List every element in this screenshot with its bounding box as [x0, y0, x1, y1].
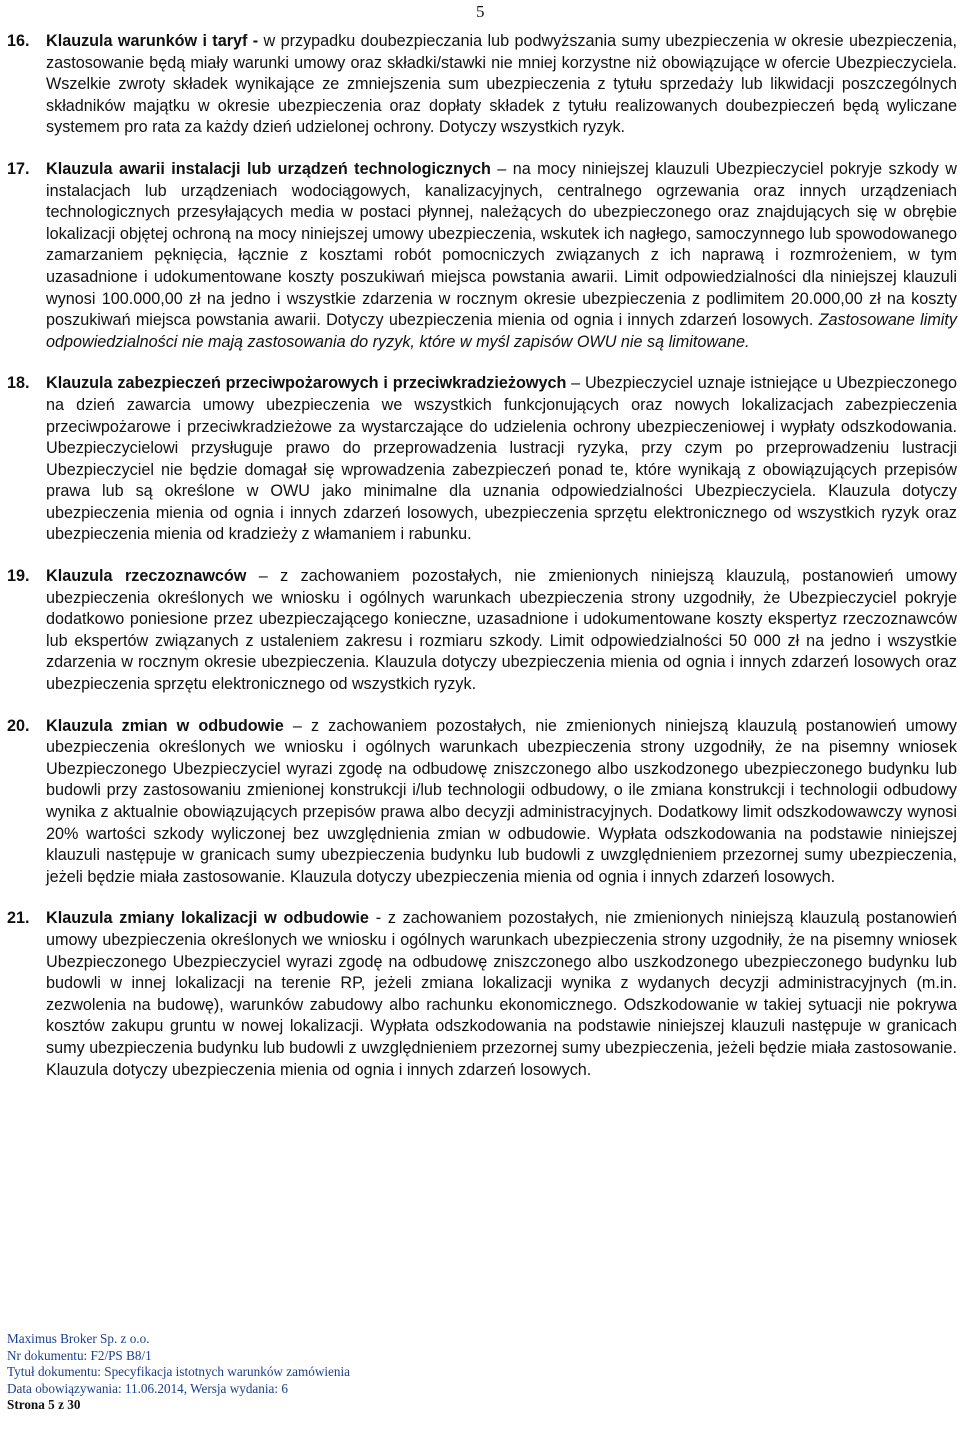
clause-title: Klauzula warunków i taryf -	[46, 32, 259, 50]
clause-text: – z zachowaniem pozostałych, nie zmienionych niniejszą klauzulą postanowień umowy ubezpieczenia określonych we wniosku i ogólnych warunkach ubezpieczenia strony uzgodniły, że na pisemny wniosek Ubezpieczonego Ubezpieczyciel wyrazi zgodę na odbudowę zniszczonego albo uszkodzonego ubezpieczonego budynku lub budowli przy zastosowaniu zmienionej konstrukcji i/lub technologii odbudowy, o ile zmiana konstrukcji i technologii odbudowy wynika z aktualnie obowiązujących przepisów prawa albo decyzji administracyjnych. Dodatkowy limit odszkodowawczy wynosi 20% wartości szkody wyliczonej bez uwzględnienia zmian w odbudowie. Wypłata odszkodowania na podstawie niniejszej klauzuli następuje w granicach sumy ubezpieczenia budynku lub budowli z uwzględnieniem przezornej sumy ubezpieczenia, jeżeli będzie miała zastosowanie. Klauzula dotyczy ubezpieczenia mienia od ognia i innych zdarzeń losowych.	[46, 716, 957, 886]
footer-doc-title: Tytuł dokumentu: Specyfikacja istotnych warunków zamówienia	[7, 1364, 350, 1380]
clause-number: 18.	[7, 374, 30, 393]
clause-title: Klauzula rzeczoznawców	[46, 567, 247, 586]
clause-text: w przypadku doubezpieczania lub podwyższania sumy ubezpieczenia w okresie ubezpieczenia, zastosowanie będą miały warunki umowy oraz składki/stawki nie mniej korzystne niż obowiązujące w ofercie Ubezpieczyciela. Wszelkie zwroty składek wynikające ze zmniejszenia sum ubezpieczenia z tytułu sprzedaży lub likwidacji poszczególnych składników majątku w okresie ubezpieczenia oraz dopłaty składek z tytułu realizowanych doubezpieczeń będą wyliczane systemem pro rata za każdy dzień udzielonej ochrony. Dotyczy wszystkich ryzyk.	[46, 32, 957, 137]
clause-20	[7, 716, 957, 889]
footer-page-counter	[7, 1397, 350, 1414]
clause-17	[7, 159, 957, 353]
clause-text: – z zachowaniem pozostałych, nie zmienionych niniejszą klauzulą, postanowień umowy ubezpieczenia określonych we wniosku i ogólnych warunkach ubezpieczenia strony uzgodniły, że Ubezpieczyciel pokryje dodatkowo poniesione przez ubezpieczającego konieczne, uzasadnione i udokumentowane koszty ekspertyz rzeczoznawców lub ekspertów związanych z ustaleniem zakresu i rozmiaru szkody. Limit odpowiedzialności 50 000 zł na jedno i wszystkie zdarzenia w rocznym okresie ubezpieczenia. Klauzula dotyczy ubezpieczenia mienia od ognia i innych zdarzeń losowych oraz ubezpieczenia sprzętu elektronicznego od wszystkich ryzyk.	[46, 567, 957, 694]
clause-text: - z zachowaniem pozostałych, nie zmienionych niniejszą klauzulą postanowień umowy ubezpieczenia określonych we wniosku i ogólnych warunkach ubezpieczenia strony uzgodniły, że na pisemny wniosek Ubezpieczonego Ubezpieczyciel wyrazi zgodę na odbudowę zniszczonego albo uszkodzonego ubezpieczonego budynku lub budowli w innej lokalizacji na terenie RP, jeżeli zmiana lokalizacji wynika z wydanych decyzji administracyjnych (m.in. zezwolenia na budowę), warunków zabudowy albo rachunku ekonomicznego. Odszkodowanie w takiej sytuacji nie pokrywa kosztów zakupu gruntu w nowej lokalizacji. Wypłata odszkodowania na podstawie niniejszej klauzuli następuje w granicach sumy ubezpieczenia budynku lub budowli z uwzględnieniem przezornej sumy ubezpieczenia, jeżeli będzie miała zastosowanie. Klauzula dotyczy ubezpieczenia mienia od ognia i innych zdarzeń losowych.	[46, 909, 957, 1079]
document-footer	[7, 1331, 350, 1414]
clause-number: 16.	[7, 32, 30, 50]
clause-title: Klauzula awarii instalacji lub urządzeń technologicznych	[46, 159, 491, 178]
clause-title: Klauzula zmian w odbudowie	[46, 716, 284, 735]
clause-title: Klauzula zabezpieczeń przeciwpożarowych i przeciwkradzieżowych	[46, 374, 567, 393]
clause-number: 19.	[7, 567, 30, 586]
clause-title: Klauzula zmiany lokalizacji w odbudowie	[46, 909, 369, 928]
footer-page-total: 30	[67, 1397, 81, 1413]
clause-text: – Ubezpieczyciel uznaje istniejące u Ubezpieczonego na dzień zawarcia umowy ubezpieczenia we wszystkich funkcjonujących oraz nowych lokalizacjach zabezpieczenia przeciwpożarowe i przeciwkradzieżowe za wystarczające do udzielenia ochrony ubezpieczeniowej i wypłaty odszkodowania. Ubezpieczycielowi przysługuje prawo do przeprowadzenia lustracji ryzyka, przy czym po przeprowadzeniu lustracji Ubezpieczyciel nie będzie domagał się wprowadzenia zabezpieczeń ponad te, które wynikają z obowiązujących przepisów prawa lub są określone w OWU jako minimalne dla uznania odpowiedzialności Ubezpieczyciela. Klauzula dotyczy ubezpieczenia mienia od ognia i innych zdarzeń losowych, ubezpieczenia sprzętu elektronicznego od wszystkich ryzyk oraz ubezpieczenia mienia od kradzieży z włamaniem i rabunku.	[46, 374, 957, 544]
footer-page-current: 5	[48, 1397, 55, 1413]
clause-body	[46, 373, 957, 546]
clause-body	[46, 159, 957, 353]
footer-page-mid: z	[54, 1397, 68, 1413]
document-body	[7, 31, 957, 1101]
clause-21	[7, 908, 957, 1081]
footer-validity: Data obowiązywania: 11.06.2014, Wersja wydania: 6	[7, 1380, 288, 1396]
clause-16	[7, 31, 957, 139]
clause-body	[46, 31, 957, 139]
clause-text: – na mocy niniejszej klauzuli Ubezpieczyciel pokryje szkody w instalacjach lub urządzeniach wodociągowych, kanalizacyjnych, centralnego ogrzewania oraz innych urządzeniach technologicznych przesyłających media w postaci płynnej, należących do ubezpieczonego oraz znajdujących się w obrębie lokalizacji objętej ochroną na mocy niniejszej umowy ubezpieczenia, wskutek ich nagłego, samoczynnego lub spowodowanego zamarzaniem pęknięcia, łącznie z kosztami robót pomocniczych związanych z ich naprawą i rozmrożeniem, w tym uzasadnione i udokumentowane koszty poszukiwań miejsca powstania awarii. Limit odpowiedzialności dla niniejszej klauzuli wynosi 100.000,00 zł na jedno i wszystkie zdarzenia w rocznym okresie ubezpieczenia z podlimitem 20.000,00 zł na koszty poszukiwań miejsca powstania awarii. Dotyczy ubezpieczenia mienia od ognia i innych zdarzeń losowych.	[46, 159, 957, 330]
clause-number: 21.	[7, 909, 30, 928]
footer-company: Maximus Broker Sp. z o.o.	[7, 1331, 150, 1346]
clause-19	[7, 566, 957, 696]
clause-italic-note: Zastosowane limity odpowiedzialności nie mają zastosowania do ryzyk, które w myśl zapisów OWU nie są limitowane.	[46, 311, 957, 351]
clause-body	[46, 566, 957, 696]
footer-page-prefix: Strona	[7, 1397, 49, 1413]
clause-number: 20.	[7, 716, 30, 735]
clause-body	[46, 908, 957, 1081]
clause-18	[7, 373, 957, 546]
clause-number: 17.	[7, 159, 30, 178]
footer-doc-number: Nr dokumentu: F2/PS B8/1	[7, 1347, 152, 1363]
page-number: 5	[476, 2, 485, 21]
clause-body	[46, 716, 957, 889]
